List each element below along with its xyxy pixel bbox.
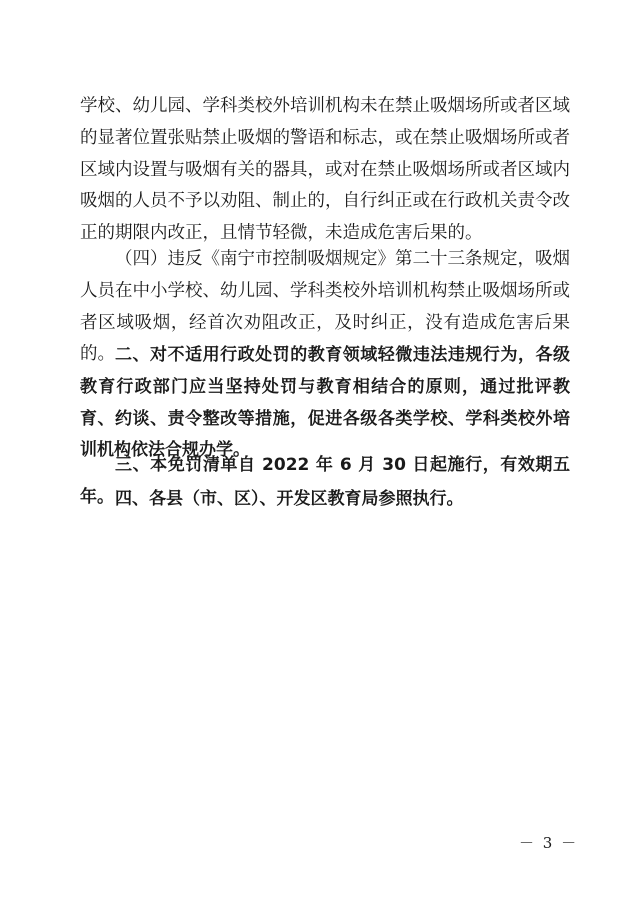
paragraph-item-four: （四）违反《南宁市控制吸烟规定》第二十三条规定，吸烟人员在中小学校、幼儿园、学科类校外培训机构禁止吸烟场所或者区域吸烟，经首次劝阻改正，及时纠正，没有造成危害后果的。 xyxy=(80,249,570,365)
page-number: － 3 － xyxy=(519,834,579,852)
paragraph-section-two: 二、对不适用行政处罚的教育领域轻微违法违规行为，各级教育行政部门应当坚持处罚与教育相结合的原则，通过批评教育、约谈、责令整改等措施，促进各级各类学校、学科类校外培训机构依法合规办学。 xyxy=(80,345,570,461)
paragraph-continued-text: 学校、幼儿园、学科类校外培训机构未在禁止吸烟场所或者区域的显著位置张贴禁止吸烟的警语和标志，或在禁止吸烟场所或者区域内设置与吸烟有关的器具，或对在禁止吸烟场所或者区域内吸烟的人员不予以劝阻、制止的，自行纠正或在行政机关责令改正的期限内改正，且情节轻微，未造成危害后果的。 xyxy=(80,96,570,244)
paragraph-section-four: 四、各县（市、区）、开发区教育局参照执行。 xyxy=(115,489,464,509)
paragraph-section-three: 三、本免罚清单自 2022 年 6 月 30 日起施行，有效期五年。 xyxy=(80,455,570,507)
